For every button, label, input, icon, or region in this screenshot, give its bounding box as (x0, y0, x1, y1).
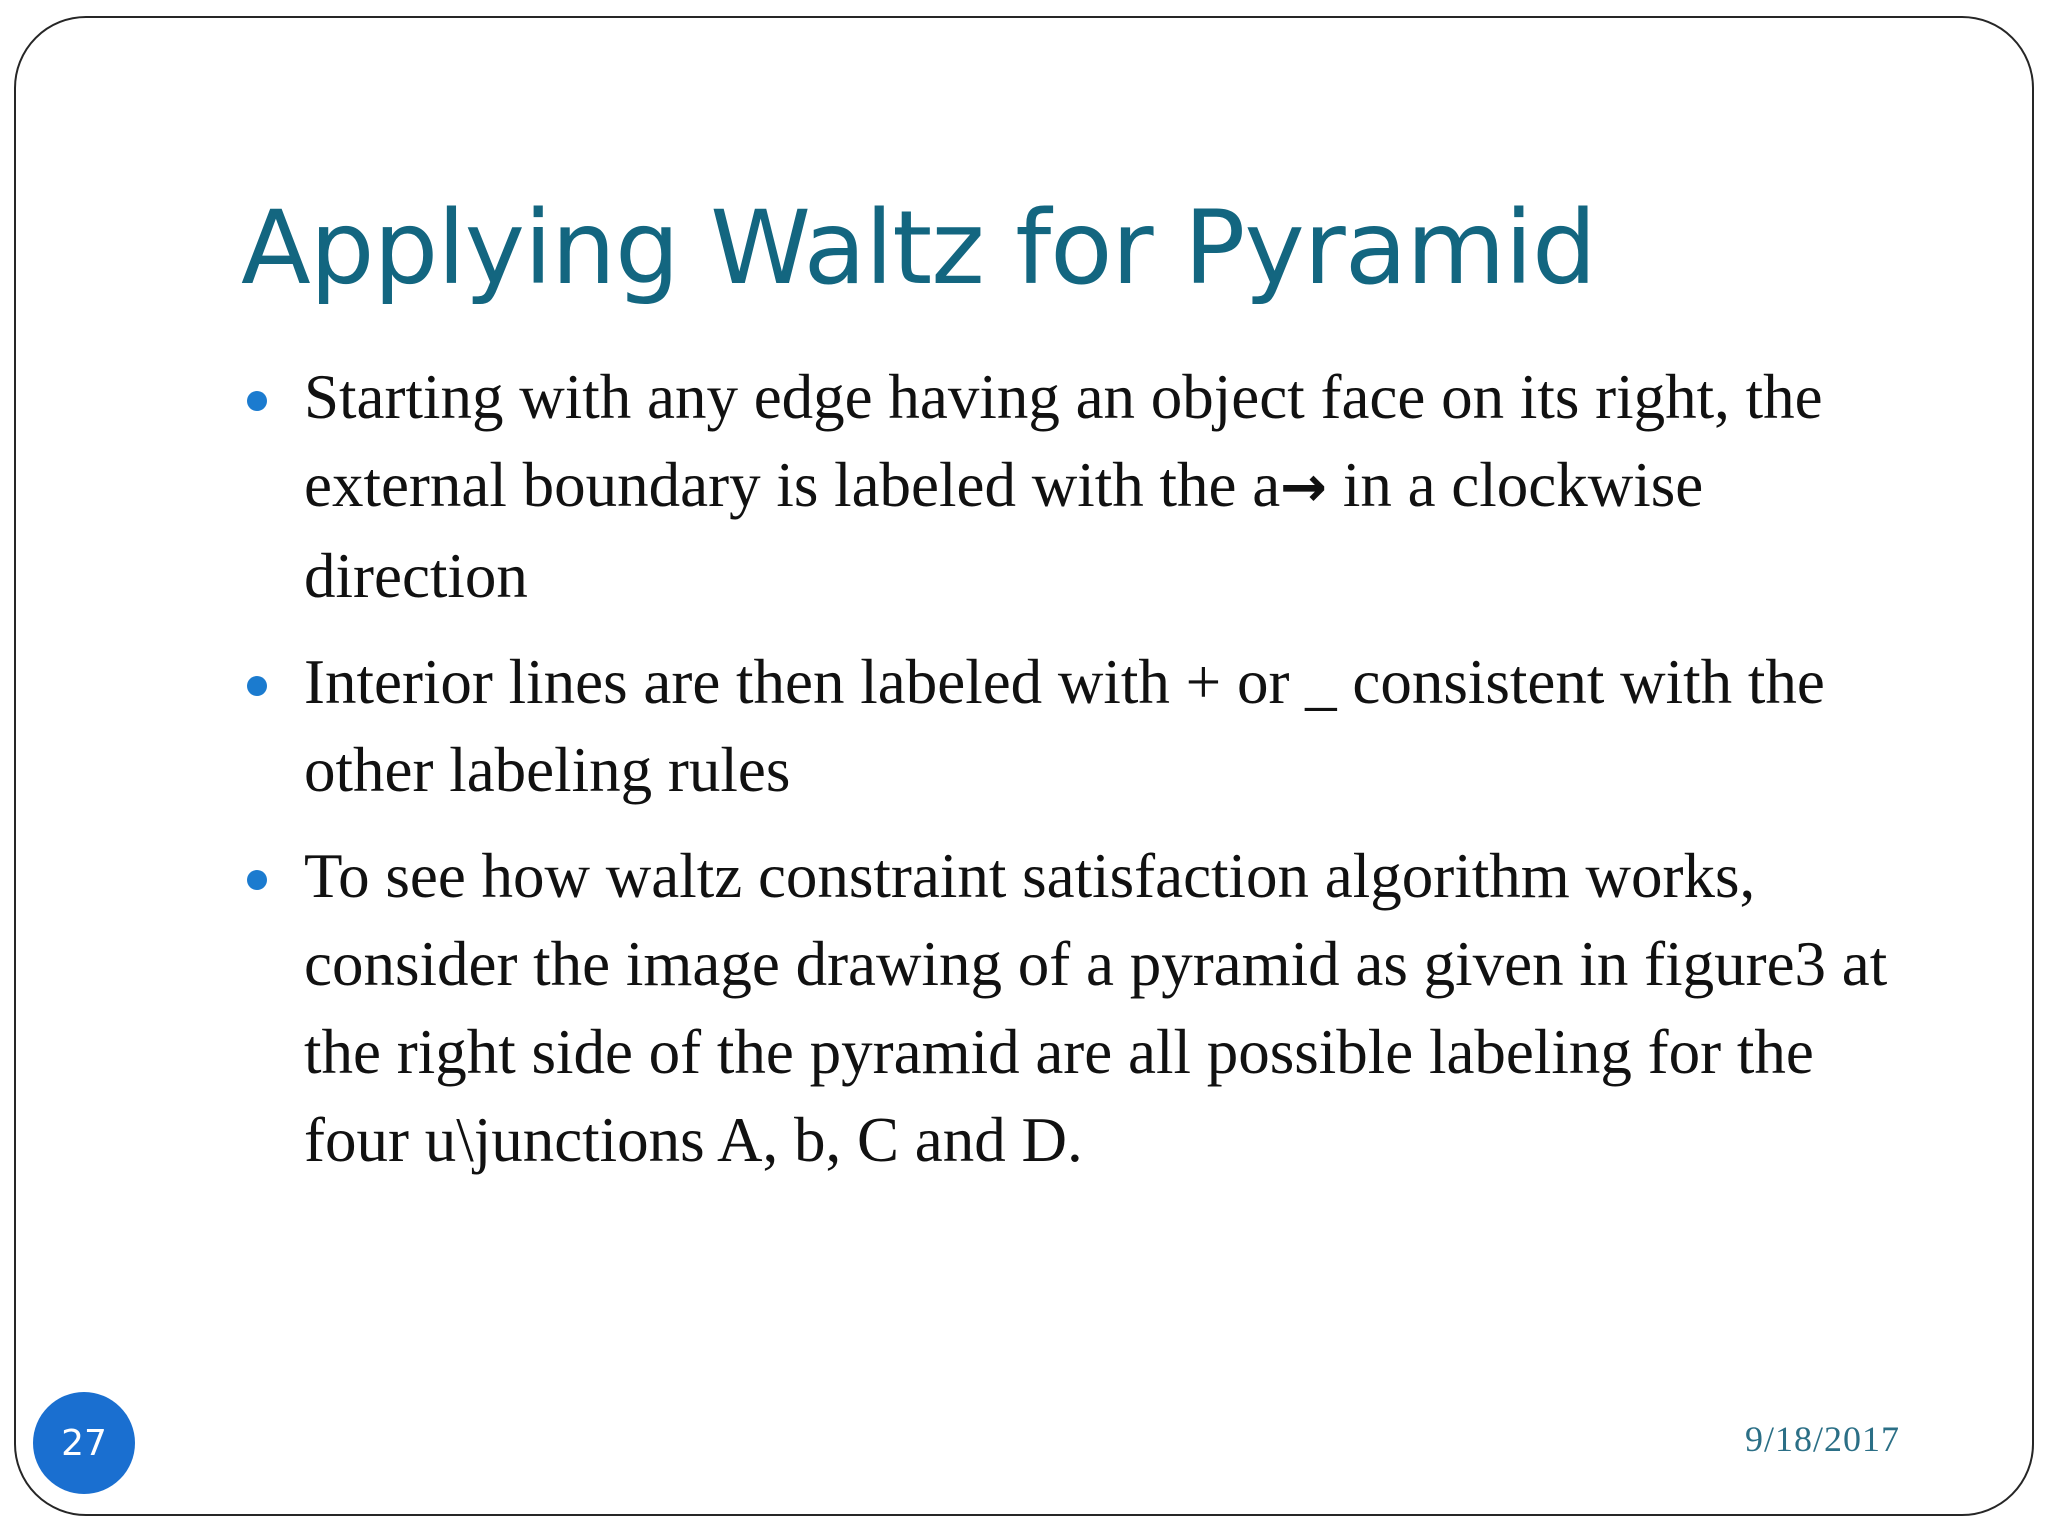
bullet-3-text: To see how waltz constraint satisfaction algorithm works, consider the image drawing of a pyramid as given in figure3 at the right side of the pyramid are all possible labeling for the four u\junctions A, b, C and D. (304, 841, 1888, 1175)
slide-date: 9/18/2017 (1745, 1419, 1901, 1459)
bullet-2-text: Interior lines are then labeled with + or _ consistent with the other labeling rules (304, 647, 1825, 805)
right-arrow-icon: → (1280, 455, 1328, 520)
bullet-item-1 (244, 353, 1909, 620)
slide-title: Applying Waltz for Pyramid (241, 189, 1596, 308)
bullet-list (244, 353, 1909, 1202)
page-number-badge (33, 1392, 135, 1494)
bullet-1-text: Starting with any edge having an object face on its right, the external boundary is labeled with the a (304, 362, 1823, 520)
bullet-item-3 (244, 832, 1909, 1184)
page-number: 27 (61, 1422, 107, 1464)
bullet-item-2 (244, 638, 1909, 814)
bullet-1-text-end: in a clockwise direction (304, 450, 1704, 611)
slide-frame (14, 16, 2034, 1516)
